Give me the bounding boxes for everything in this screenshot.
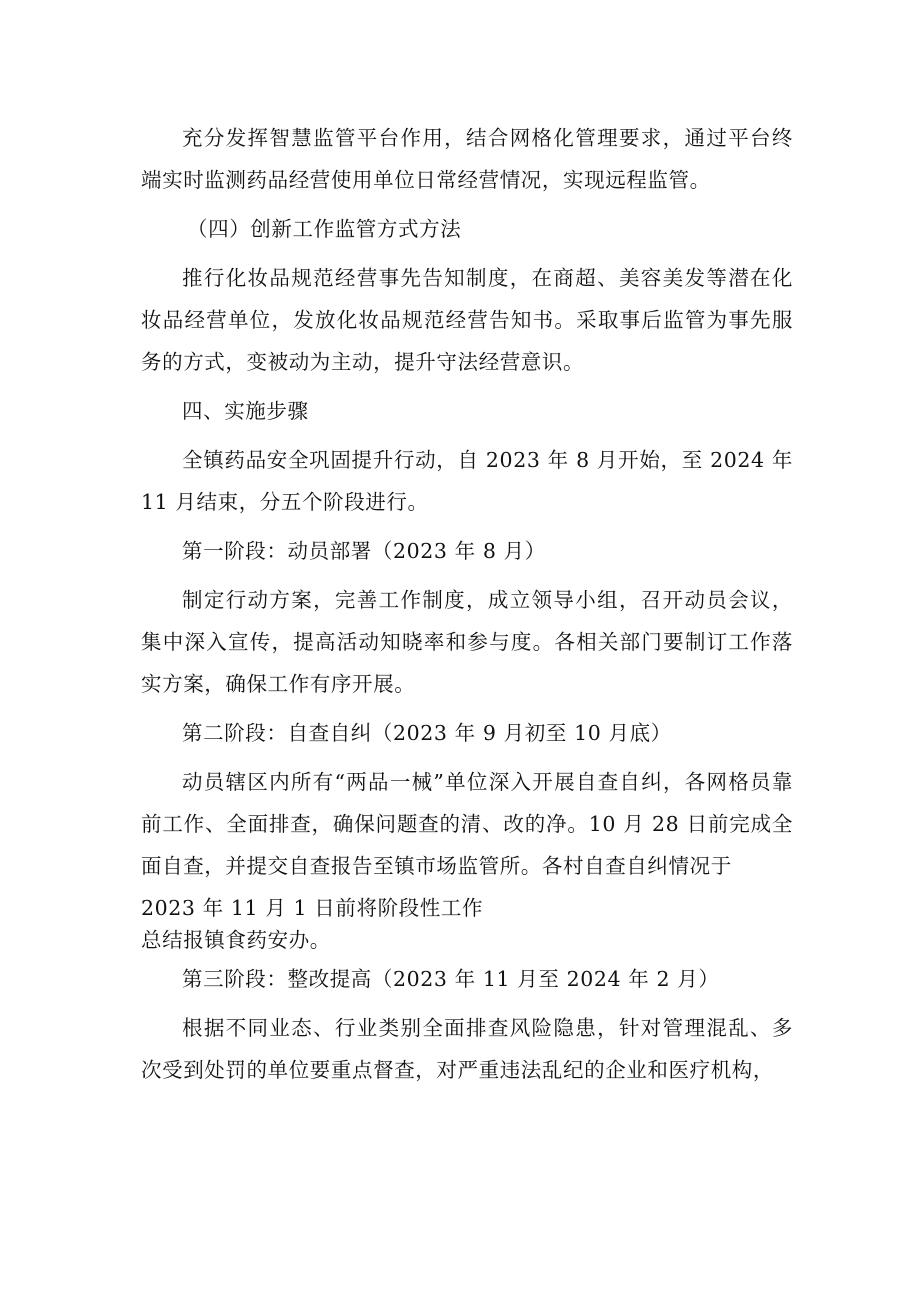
paragraph-platform-monitoring: 充分发挥智慧监管平台作用，结合网格化管理要求，通过平台终端实时监测药品经营使用单位日常经营情况，实现远程监管。 — [141, 126, 793, 192]
paragraph-action-timeline: 全镇药品安全巩固提升行动，自 2023 年 8 月开始，至 2024 年 11 月结束，分五个阶段进行。 — [141, 448, 793, 514]
heading-innovate-supervision: （四）创新工作监管方式方法 — [187, 217, 462, 241]
paragraph-stage-two-line-a: 2023 年 11 月 1 日前将阶段性工作 — [141, 896, 484, 920]
heading-stage-two: 第二阶段：自查自纠（2023 年 9 月初至 10 月底） — [182, 721, 672, 745]
paragraph-stage-two-line-b: 总结报镇食药安办。 — [141, 928, 331, 952]
heading-stage-three: 第三阶段：整改提高（2023 年 11 月至 2024 年 2 月） — [182, 967, 720, 991]
paragraph-stage-two: 动员辖区内所有“两品一械”单位深入开展自查自纠，各网格员靠前工作、全面排查，确保问题查的清、改的净。10 月 28 日前完成全面自查，并提交自查报告至镇市场监管所。各村自查自纠情况于 — [141, 770, 793, 878]
paragraph-stage-three: 根据不同业态、行业类别全面排查风险隐患，针对管理混乱、多次受到处罚的单位要重点督查，对严重违法乱纪的企业和医疗机构， — [141, 1016, 793, 1082]
heading-implementation-steps: 四、实施步骤 — [182, 399, 309, 423]
document-body — [141, 117, 793, 1091]
paragraph-cosmetics-notice: 推行化妆品规范经营事先告知制度，在商超、美容美发等潜在化妆品经营单位，发放化妆品规范经营告知书。采取事后监管为事先服务的方式，变被动为主动，提升守法经营意识。 — [141, 266, 793, 374]
heading-stage-one: 第一阶段：动员部署（2023 年 8 月） — [182, 539, 546, 563]
paragraph-stage-one: 制定行动方案，完善工作制度，成立领导小组，召开动员会议，集中深入宣传，提高活动知晓率和参与度。各相关部门要制订工作落实方案，确保工作有序开展。 — [141, 588, 793, 696]
